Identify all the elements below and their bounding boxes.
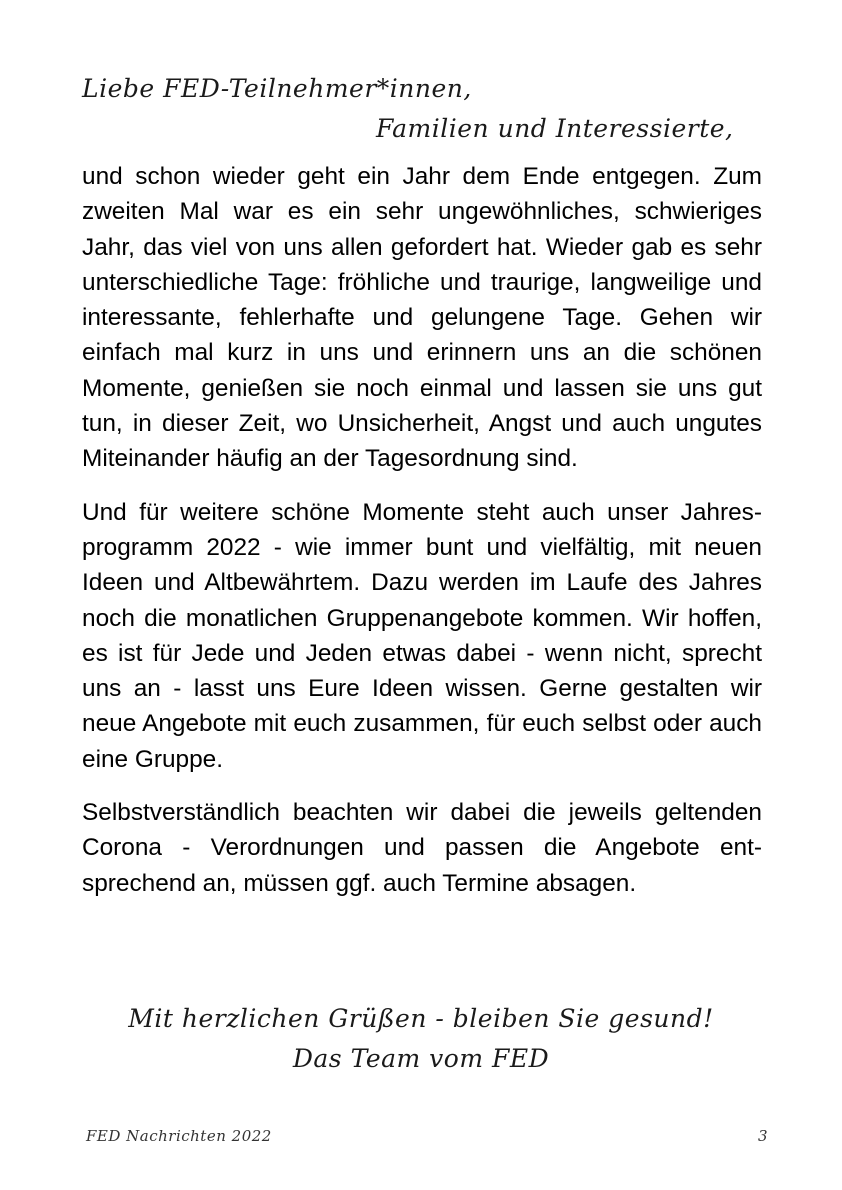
paragraph-3: Selbstverständlich beachten wir dabei die jeweils geltenden Corona - Verordnungen und passen die Angebote entsprechend an, müssen ggf. auch Termine absagen.	[82, 799, 762, 897]
salutation-line-2: Familien und Interessierte,	[376, 114, 734, 143]
salutation-line-1: Liebe FED-Teilnehmer*innen,	[82, 74, 472, 103]
paragraph-1: und schon wieder geht ein Jahr dem Ende entgegen. Zum zweiten Mal war es ein sehr ungewöhnliches, schwieriges Jahr, das viel von uns allen gefordert hat. Wieder gab es sehr unterschiedliche Tage: fröhliche und traurige, langweilige und interessante, fehlerhafte und gelungene Tage. Gehen wir einfach mal kurz in uns und erinnern uns an die schönen Momente, genießen sie noch einmal und lassen sie uns gut tun, in dieser Zeit, wo Unsicherheit, Angst und auch ungutes Miteinander häufig an der Tagesordnung sind.	[82, 163, 762, 473]
letter-body	[82, 159, 762, 901]
footer-page-number: 3	[758, 1127, 769, 1145]
closing-greeting: Mit herzlichen Grüßen - bleiben Sie gesund!	[128, 1004, 714, 1033]
footer-publication-title: FED Nachrichten 2022	[86, 1127, 272, 1145]
paragraph-2: Und für weitere schöne Momente steht auch unser Jahresprogramm 2022 - wie immer bunt und vielfältig, mit neuen Ideen und Altbewährtem. Dazu werden im Laufe des Jahres noch die monatlichen Gruppenangebote kommen. Wir hoffen, es ist für Jede und Jeden etwas dabei - wenn nicht, sprecht uns an - lasst uns Eure Ideen wissen. Gerne gestalten wir neue Angebote mit euch zusammen, für euch selbst oder auch eine Gruppe.	[82, 498, 762, 773]
closing-signature: Das Team vom FED	[292, 1044, 550, 1073]
